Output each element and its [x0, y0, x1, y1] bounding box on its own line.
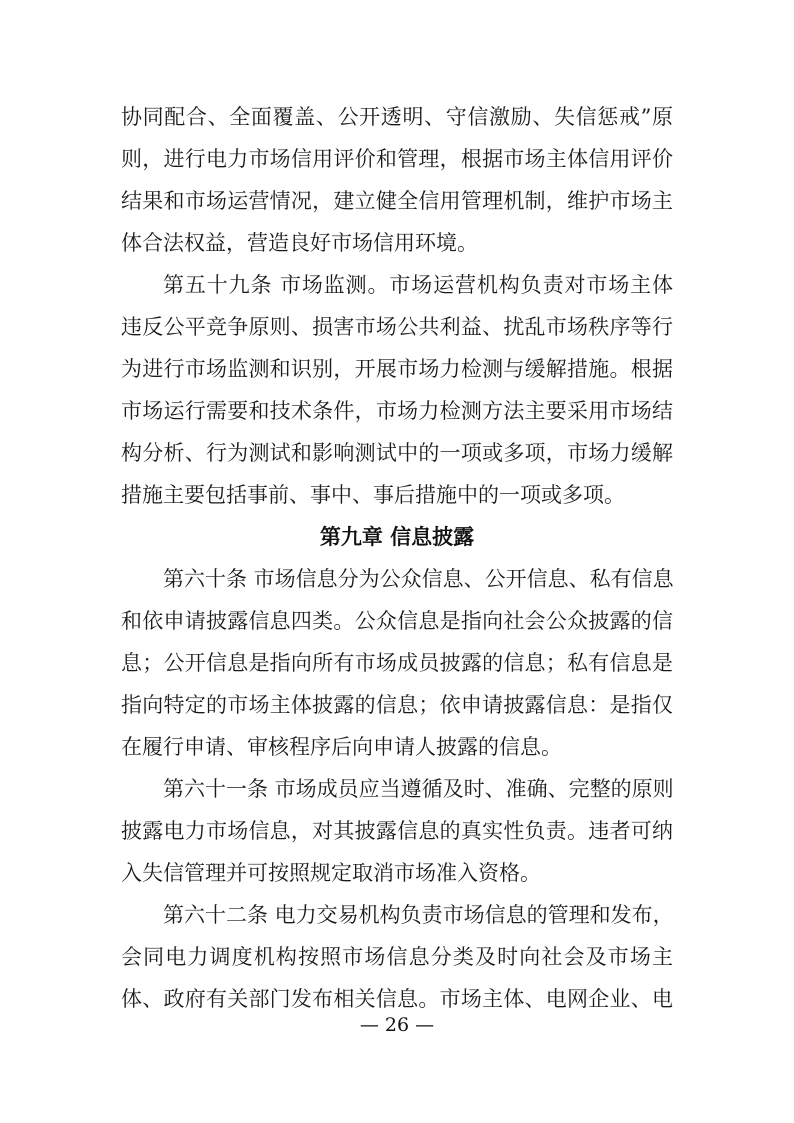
text-line: 则，进行电力市场信用评价和管理，根据市场主体信用评价: [121, 147, 673, 171]
text-line: 披露电力市场信息，对其披露信息的真实性负责。违者可纳: [121, 819, 673, 843]
paragraph-article-61: [121, 768, 673, 894]
text-line: 体、政府有关部门发布相关信息。市场主体、电网企业、电: [121, 987, 673, 1011]
text-line: 息；公开信息是指向所有市场成员披露的信息；私有信息是: [121, 651, 673, 675]
text-line: 为进行市场监测和识别，开展市场力检测与缓解措施。根据: [121, 357, 673, 381]
paragraph-credit-continuation: [121, 96, 673, 264]
paragraph-article-59: [121, 264, 673, 516]
text-line: 市场运行需要和技术条件，市场力检测方法主要采用市场结: [121, 399, 673, 423]
text-line: 第六十条 市场信息分为公众信息、公开信息、私有信息: [163, 567, 674, 591]
text-line: 结果和市场运营情况，建立健全信用管理机制，维护市场主: [121, 189, 673, 213]
text-line: 第五十九条 市场监测。市场运营机构负责对市场主体: [163, 273, 673, 297]
text-line: 构分析、行为测试和影响测试中的一项或多项，市场力缓解: [121, 441, 673, 465]
text-line: 指向特定的市场主体披露的信息；依申请披露信息：是指仅: [121, 693, 673, 717]
text-line: 在履行申请、审核程序后向申请人披露的信息。: [121, 735, 562, 759]
text-line: 违反公平竞争原则、损害市场公共利益、扰乱市场秩序等行: [121, 315, 673, 339]
text-line: 会同电力调度机构按照市场信息分类及时向社会及市场主: [121, 945, 673, 969]
chapter-heading: 第九章 信息披露: [319, 525, 475, 549]
text-line: 和依申请披露信息四类。公众信息是指向社会公众披露的信: [121, 609, 673, 633]
text-line: 体合法权益，营造良好市场信用环境。: [121, 231, 478, 255]
paragraph-article-60: [121, 558, 673, 768]
text-line: 协同配合、全面覆盖、公开透明、守信激励、失信惩戒”原: [121, 105, 673, 129]
text-line: 措施主要包括事前、事中、事后措施中的一项或多项。: [121, 483, 625, 507]
body-text: [121, 96, 673, 1020]
text-line: 入失信管理并可按照规定取消市场准入资格。: [121, 861, 541, 885]
page-number: — 26 —: [359, 1014, 435, 1036]
text-line: 第六十一条 市场成员应当遵循及时、准确、完整的原则: [163, 777, 674, 801]
paragraph-article-62: [121, 894, 673, 1020]
text-line: 第六十二条 电力交易机构负责市场信息的管理和发布，: [163, 903, 674, 927]
